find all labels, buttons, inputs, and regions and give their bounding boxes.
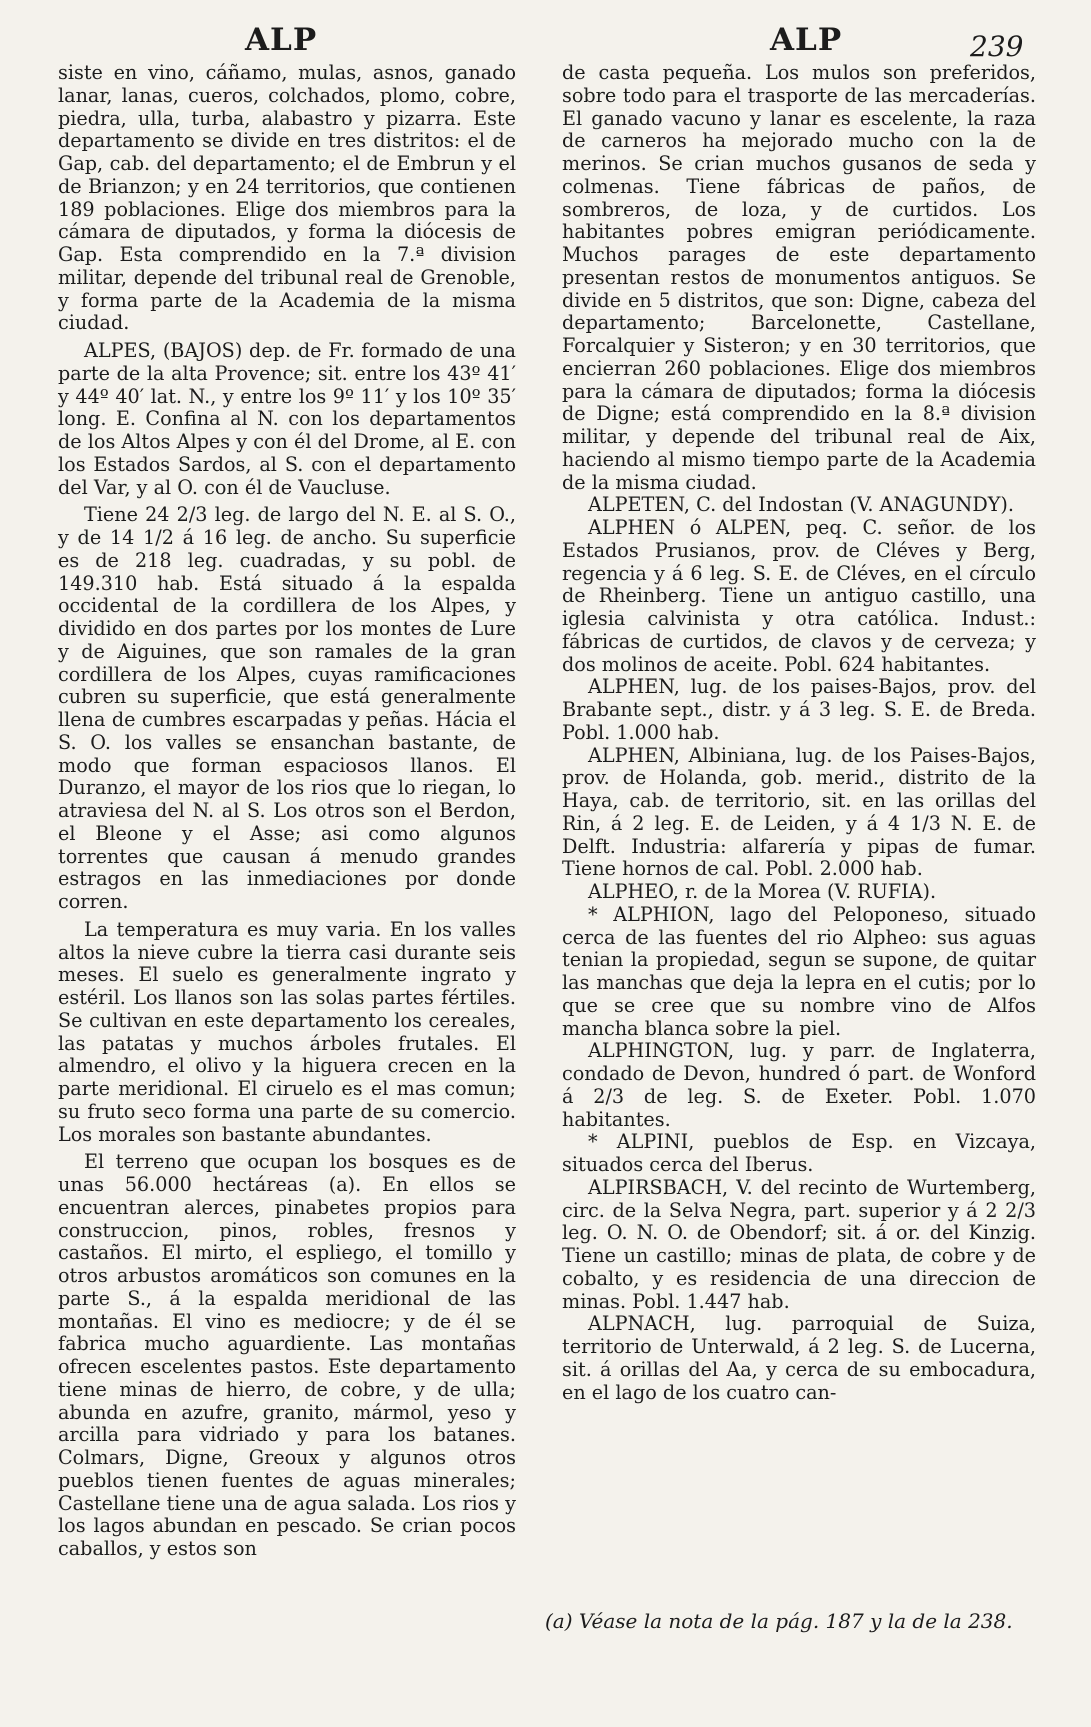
- paragraph: La temperatura es muy varia. En los valles altos la nieve cubre la tierra casi durante seis meses. El suelo es generalmente ingrato y estéril. Los llanos son las solas partes fértiles. Se cultivan en este departamento los cereales, las patatas y muchos árboles frutales. El almendro, el olivo y la higuera crecen en la parte meridional. El ciruelo es el mas comun; su fruto seco forma una parte de su comercio. Los morales son bastante abundantes.: [58, 917, 516, 1146]
- page-number: 239: [970, 30, 1024, 63]
- paragraph: siste en vino, cáñamo, mulas, asnos, ganado lanar, lanas, cueros, colchados, plomo, cobre, piedra, ulla, turba, alabastro y pizarra. Este departamento se divide en tres distritos: el de Gap, cab. del departamento; el de Embrun y el de Brianzon; y en 24 territorios, que contienen 189 poblaciones. Elige dos miembros para la cámara de diputados, y forma la diócesis de Gap. Esta comprendido en la 7.ª division militar, depende del tribunal real de Grenoble, y forma parte de la Academia de la misma ciudad.: [58, 61, 516, 335]
- right-column: [562, 62, 1036, 1404]
- entry-alphen-holanda: ALPHEN, Albiniana, lug. de los Paises-Bajos, prov. de Holanda, gob. merid., distrito de la Haya, cab. de territorio, sit. en las orillas del Rin, á 2 leg. E. de Leiden, y á 4 1/3 N. E. de Delft. Industria: alfarería y pipas de fumar. Tiene hornos de cal. Pobl. 2.000 hab.: [562, 743, 1036, 881]
- entry-alpeten: ALPETEN, C. del Indostan (V. ANAGUNDY).: [588, 493, 1014, 517]
- entry-alphen-prusia: ALPHEN ó ALPEN, peq. C. señor. de los Estados Prusianos, prov. de Cléves y Berg, regencia y á 6 leg. S. E. de Cléves, en el círculo de Rheinberg. Tiene un antiguo castillo, una iglesia calvinista y otra católica. Indust.: fábricas de curtidos, de clavos y de cerveza; y dos molinos de aceite. Pobl. 624 habitantes.: [562, 516, 1036, 676]
- paragraph: Tiene 24 2/3 leg. de largo del N. E. al S. O., y de 14 1/2 á 16 leg. de ancho. Su superficie es de 218 leg. cuadradas, y su pobl. de 149.310 hab. Está situado á la espalda occidental de la cordillera de los Alpes, y dividido en dos partes por los montes de Lure y de Aiguines, que son ramales de la gran cordillera de los Alpes, cuyas ramificaciones cubren su superficie, que está generalmente llena de cumbres escarpadas y peñas. Hácia el S. O. los valles se ensanchan bastante, de modo que forman espaciosos llanos. El Duranzo, el mayor de los rios que lo riegan, lo atraviesa del N. al S. Los otros son el Berdon, el Bleone y el Asse; asi como algunos torrentes que causan á menudo grandes estragos en las inmediaciones por donde corren.: [58, 503, 516, 913]
- entry-alpini: * ALPINI, pueblos de Esp. en Vizcaya, situados cerca del Iberus.: [562, 1130, 1036, 1176]
- running-head-left: ALP: [245, 22, 318, 58]
- entry-alphington: ALPHINGTON, lug. y parr. de Inglaterra, condado de Devon, hundred ó part. de Wonford á 2/3 de leg. S. de Exeter. Pobl. 1.070 habitantes.: [562, 1039, 1036, 1131]
- entry-alpnach: ALPNACH, lug. parroquial de Suiza, territorio de Unterwald, á 2 leg. S. de Lucerna, sit. á orillas del Aa, y cerca de su embocadura, en el lago de los cuatro can-: [562, 1312, 1036, 1404]
- entry-alphen-brabante: ALPHEN, lug. de los paises-Bajos, prov. del Brabante sept., distr. y á 3 leg. S. E. de Breda. Pobl. 1.000 hab.: [562, 675, 1036, 744]
- entry-alpheo: ALPHEO, r. de la Morea (V. RUFIA).: [588, 880, 937, 903]
- paragraph: de casta pequeña. Los mulos son preferidos, sobre todo para el trasporte de las mercaderías. El ganado vacuno y lanar es escelente, la raza de carneros ha mejorado mucho con la de merinos. Se crian muchos gusanos de seda y colmenas. Tiene fábricas de paños, de sombreros, de loza, y de curtidos. Los habitantes pobres emigran periódicamente. Muchos parages de este departamento presentan restos de monumentos antiguos. Se divide en 5 distritos, que son: Digne, cabeza del departamento; Barcelonette, Castellane, Forcalquier y Sisteron; y en 30 territorios, que encierran 260 poblaciones. Elige dos miembros para la cámara de diputados; forma la diócesis de Digne; está comprendido en la 8.ª division militar, y depende del tribunal real de Aix, haciendo al mismo tiempo parte de la Academia de la misma ciudad.: [562, 61, 1036, 494]
- running-head-right: ALP: [770, 22, 843, 58]
- entry-alphion: * ALPHION, lago del Peloponeso, situado cerca de las fuentes del rio Alpheo: sus aguas tenian la propiedad, segun se supone, de quitar las manchas que deja la lepra en el cutis; por lo que se cree que su nombre vino de Alfos mancha blanca sobre la piel.: [562, 902, 1036, 1040]
- footnote: (a) Véase la nota de la pág. 187 y la de la 238.: [545, 1609, 1013, 1633]
- entry-alpirsbach: ALPIRSBACH, V. del recinto de Wurtemberg, circ. de la Selva Negra, part. superior y á 2 2/3 leg. O. N. O. de Obendorf; sit. á or. del Kinzig. Tiene un castillo; minas de plata, de cobre y de cobalto, y es residencia de una direccion de minas. Pobl. 1.447 hab.: [562, 1175, 1036, 1313]
- paragraph: El terreno que ocupan los bosques es de unas 56.000 hectáreas (a). En ellos se encuentran alerces, pinabetes propios para construccion, pinos, robles, fresnos y castaños. El mirto, el espliego, el tomillo y otros arbustos aromáticos son comunes en la parte S., á la espalda meridional de las montañas. El vino es mediocre; y de él se fabrica mucho aguardiente. Las montañas ofrecen escelentes pastos. Este departamento tiene minas de hierro, de cobre, y de ulla; abunda en azufre, granito, mármol, yeso y arcilla para vidriado y para los batanes. Colmars, Digne, Greoux y algunos otros pueblos tienen fuentes de aguas minerales; Castellane tiene una de agua salada. Los rios y los lagos abundan en pescado. Se crian pocos caballos, y estos son: [58, 1150, 516, 1560]
- entry-alpes-bajos: ALPES, (BAJOS) dep. de Fr. formado de una parte de la alta Provence; sit. entre los 43º 41′ y 44º 40′ lat. N., y entre los 9º 11′ y los 10º 35′ long. E. Confina al N. con los departamentos de los Altos Alpes y con él del Drome, al E. con los Estados Sardos, al S. con el departamento del Var, y al O. con él de Vaucluse.: [58, 339, 516, 499]
- left-column: [58, 62, 516, 1561]
